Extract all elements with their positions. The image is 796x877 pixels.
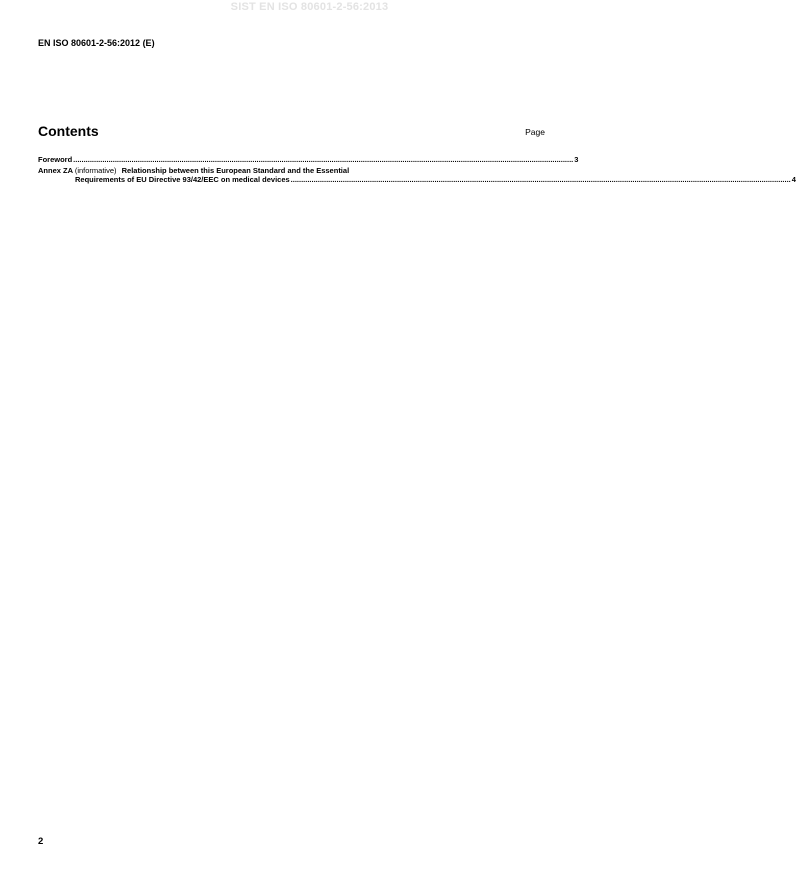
toc-entry-label: Foreword [38, 155, 73, 164]
toc-entry-annex-za[interactable] [38, 166, 796, 184]
annex-title-line-2 [38, 175, 796, 184]
toc-entry-foreword[interactable] [38, 155, 579, 164]
annex-title-line-1 [38, 166, 545, 175]
page-number: 2 [38, 836, 44, 847]
watermark: SIST EN ISO 80601-2-56:2013 [230, 1, 389, 13]
toc-entry-page: 4 [791, 175, 796, 184]
toc-leader-dots: ................................................................................................................................................................................................................................................ [73, 155, 574, 164]
annex-title-part-2: Requirements of EU Directive 93/42/EEC on medical devices [75, 175, 290, 184]
contents-heading: Contents [38, 123, 99, 139]
table-of-contents [38, 155, 796, 184]
annex-qualifier: (informative) [74, 166, 117, 175]
document-id: EN ISO 80601-2-56:2012 (E) [38, 38, 155, 48]
annex-label: Annex ZA [38, 166, 73, 175]
toc-entry-page: 3 [574, 155, 579, 164]
page-column-label: Page [525, 127, 545, 137]
annex-title-part-1: Relationship between this European Standard and the Essential [121, 166, 350, 175]
toc-leader-dots: ................................................................................................................................................................................................................................................ [290, 175, 791, 184]
